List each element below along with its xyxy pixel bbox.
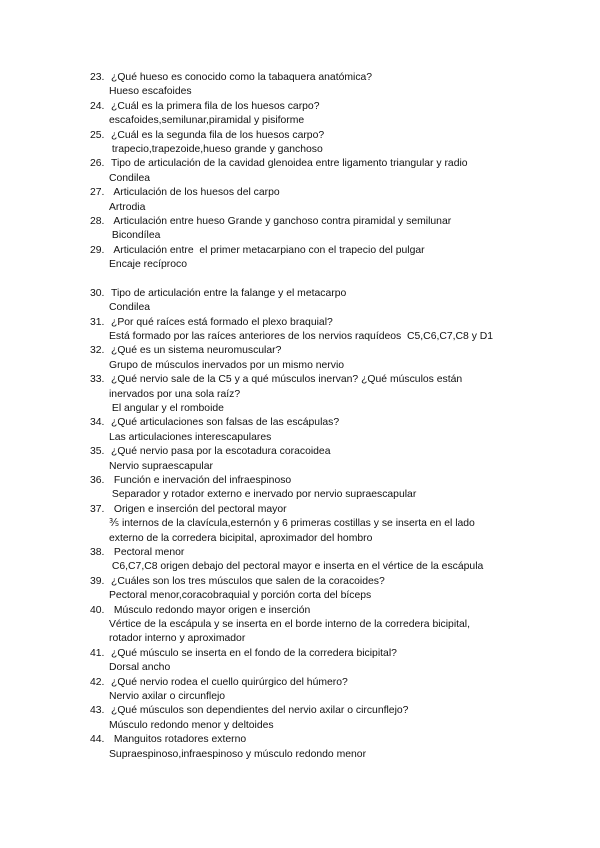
qa-item: [90, 647, 590, 676]
question-line: [90, 445, 590, 459]
question-text: ¿Cuál es la segunda fila de los huesos carpo?: [111, 129, 325, 141]
answer-text: Bicondílea: [109, 230, 161, 242]
question-line: [90, 546, 590, 560]
question-text: Origen e inserción del pectoral mayor: [111, 503, 287, 515]
question-number: 26.: [90, 158, 105, 170]
answer-text: rotador interno y aproximador: [109, 633, 246, 645]
question-answer-list: [90, 71, 590, 762]
question-line: [90, 647, 590, 661]
question-line: [90, 474, 590, 488]
question-line: [90, 100, 590, 114]
qa-item: [90, 733, 590, 762]
question-line: [90, 416, 590, 430]
question-line: [90, 215, 590, 229]
question-text: ¿Por qué raíces está formado el plexo braquial?: [111, 316, 333, 328]
qa-item: [90, 215, 590, 244]
qa-item: [90, 445, 590, 474]
question-line: [90, 129, 590, 143]
qa-item: [90, 604, 590, 647]
qa-item: [90, 373, 590, 416]
qa-item: [90, 416, 590, 445]
question-line: [90, 316, 590, 330]
answer-text: Separador y rotador externo e inervado por nervio supraescapular: [109, 489, 417, 501]
question-line: [90, 157, 590, 171]
answer-text: Está formado por las raíces anteriores de los nervios raquídeos C5,C6,C7,C8 y D1: [109, 330, 494, 342]
question-number: 42.: [90, 676, 105, 688]
qa-item: [90, 503, 590, 546]
question-text: ¿Qué nervio rodea el cuello quirúrgico del húmero?: [111, 676, 348, 688]
answer-text: Músculo redondo menor y deltoides: [109, 719, 274, 731]
qa-item: [90, 546, 590, 575]
answer-text: Encaje recíproco: [109, 259, 187, 271]
question-number: 43.: [90, 705, 105, 717]
question-text: ¿Qué músculo se inserta en el fondo de la corredera bicipital?: [111, 647, 397, 659]
question-number: 35.: [90, 446, 105, 458]
answer-text: Supraespinoso,infraespinoso y músculo redondo menor: [109, 748, 367, 760]
question-text: ¿Cuáles son los tres músculos que salen de la coracoides?: [111, 575, 385, 587]
question-text: Articulación de los huesos del carpo: [111, 187, 280, 199]
answer-text: Hueso escafoides: [109, 86, 192, 98]
question-number: 39.: [90, 575, 105, 587]
question-text: Tipo de articulación de la cavidad glenoidea entre ligamento triangular y radio: [111, 158, 468, 170]
qa-item: [90, 157, 590, 186]
question-line: [90, 244, 590, 258]
answer-text: Dorsal ancho: [109, 662, 171, 674]
qa-item: [90, 344, 590, 373]
question-number: 32.: [90, 345, 105, 357]
question-text: Articulación entre hueso Grande y ganchoso contra piramidal y semilunar: [111, 216, 452, 228]
question-number: 40.: [90, 604, 105, 616]
question-text: ¿Qué articulaciones son falsas de las escápulas?: [111, 417, 340, 429]
question-line: [90, 503, 590, 517]
question-line: [90, 287, 590, 301]
question-number: 41.: [90, 647, 105, 659]
question-number: 44.: [90, 734, 105, 746]
question-text: Función e inervación del infraespinoso: [111, 474, 292, 486]
question-number: 25.: [90, 129, 105, 141]
question-text: Pectoral menor: [111, 547, 185, 558]
question-number: 24.: [90, 100, 105, 112]
answer-text: Condilea: [109, 172, 151, 184]
answer-text: Nervio axilar o circunflejo: [109, 691, 226, 703]
question-number: 33.: [90, 374, 105, 386]
question-number: 38.: [90, 547, 105, 558]
qa-item: [90, 100, 590, 129]
question-text: Manguitos rotadores externo: [111, 734, 247, 746]
question-text: ¿Qué nervio sale de la C5 y a qué músculos inervan? ¿Qué músculos están: [111, 374, 463, 386]
answer-text: trapecio,trapezoide,hueso grande y ganchoso: [109, 144, 323, 156]
answer-text: ⅗ internos de la clavícula,esternón y 6 primeras costillas y se inserta en el lado: [109, 518, 475, 530]
question-line: [90, 373, 590, 387]
question-text: ¿Cuál es la primera fila de los huesos carpo?: [111, 100, 320, 112]
question-number: 28.: [90, 216, 105, 228]
question-text: ¿Qué hueso es conocido como la tabaquera anatómica?: [111, 72, 373, 83]
question-text: Tipo de articulación entre la falange y el metacarpo: [111, 287, 347, 299]
answer-text: Grupo de músculos inervados por un mismo nervio: [109, 359, 345, 371]
question-text-continued: inervados por una sola raíz?: [109, 388, 241, 400]
question-line: [90, 344, 590, 358]
answer-text: Vértice de la escápula y se inserta en el borde interno de la corredera bicipital,: [109, 619, 470, 631]
answer-text: El angular y el romboide: [109, 402, 224, 414]
qa-item: [90, 186, 590, 215]
question-line: [90, 71, 590, 85]
question-number: 36.: [90, 474, 105, 486]
qa-item: [90, 316, 590, 345]
qa-item: [90, 129, 590, 158]
question-text: ¿Qué nervio pasa por la escotadura coracoidea: [111, 446, 331, 458]
answer-text: Nervio supraescapular: [109, 460, 213, 472]
qa-item: [90, 676, 590, 705]
qa-item: [90, 287, 590, 316]
answer-text: Artrodia: [109, 201, 146, 213]
qa-item: [90, 474, 590, 503]
question-line: [90, 186, 590, 200]
question-number: 30.: [90, 287, 105, 299]
question-line: [90, 733, 590, 747]
question-text: Articulación entre el primer metacarpiano con el trapecio del pulgar: [111, 244, 425, 256]
answer-text: externo de la corredera bicipital, aproximador del hombro: [109, 532, 373, 544]
question-number: 29.: [90, 244, 105, 256]
question-number: 27.: [90, 187, 105, 199]
question-line: [90, 676, 590, 690]
question-text: Músculo redondo mayor origen e inserción: [111, 604, 311, 616]
question-number: 31.: [90, 316, 105, 328]
answer-text: Condilea: [109, 302, 151, 314]
question-line: [90, 604, 590, 618]
question-number: 37.: [90, 503, 105, 515]
question-line: [90, 704, 590, 718]
question-line: [90, 575, 590, 589]
answer-text: C6,C7,C8 origen debajo del pectoral mayor e inserta en el vértice de la escápula: [109, 561, 484, 573]
question-text: ¿Qué músculos son dependientes del nervio axilar o circunflejo?: [111, 705, 409, 717]
qa-item: [90, 704, 590, 733]
answer-text: escafoides,semilunar,piramidal y pisiforme: [109, 115, 305, 127]
qa-item: [90, 71, 590, 100]
qa-item: [90, 244, 590, 273]
answer-text: Pectoral menor,coracobraquial y porción corta del bíceps: [109, 590, 372, 602]
qa-item: [90, 575, 590, 604]
answer-text: Las articulaciones interescapulares: [109, 431, 272, 443]
question-number: 23.: [90, 72, 105, 83]
question-number: 34.: [90, 417, 105, 429]
question-text: ¿Qué es un sistema neuromuscular?: [111, 345, 282, 357]
